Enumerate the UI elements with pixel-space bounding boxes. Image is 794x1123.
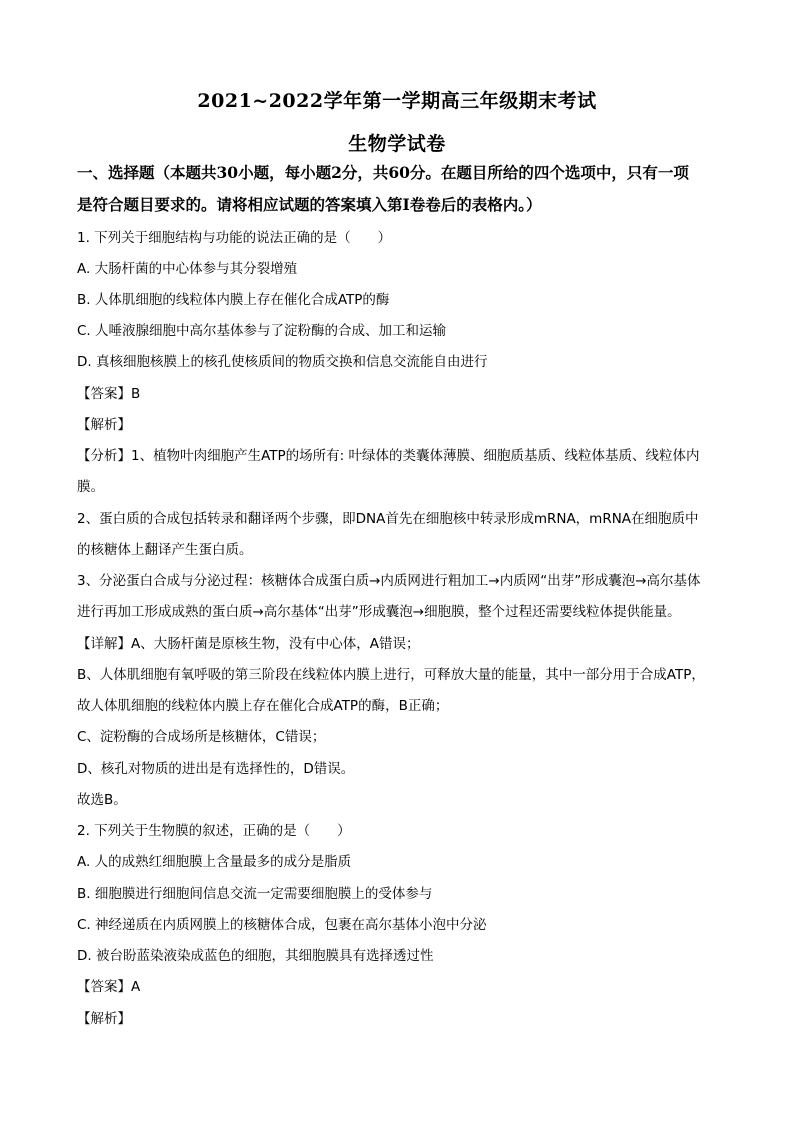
q1-option-d: D. 真核细胞核膜上的核孔使核质间的物质交换和信息交流能自由进行: [77, 354, 488, 370]
q2-option-b: B. 细胞膜进行细胞间信息交流一定需要细胞膜上的受体参与: [77, 886, 433, 902]
q1-analysis-line: B、人体肌细胞有氧呼吸的第三阶段在线粒体内膜上进行，可释放大量的能量，其中一部分用于合成ATP，: [77, 667, 705, 683]
q2-option-a: A. 人的成熟红细胞膜上含量最多的成分是脂质: [77, 854, 352, 870]
q2-option-d: D. 被台盼蓝染液染成蓝色的细胞，其细胞膜具有选择透过性: [77, 948, 434, 964]
q1-analysis-line: 的核糖体上翻译产生蛋白质。: [77, 542, 253, 558]
section-heading-line-2: 是符合题目要求的。请将相应试题的答案填入第I卷卷后的表格内。）: [77, 195, 542, 214]
q2-answer: 【答案】A: [77, 979, 141, 995]
q1-option-a: A. 大肠杆菌的中心体参与其分裂增殖: [77, 261, 298, 277]
q1-analysis-line: 3、分泌蛋白合成与分泌过程：核糖体合成蛋白质→内质网进行粗加工→内质网“出芽”形成囊泡→高尔基体: [77, 573, 701, 589]
q1-option-b: B. 人体肌细胞的线粒体内膜上存在催化合成ATP的酶: [77, 292, 390, 308]
q2-stem: 2. 下列关于生物膜的叙述，正确的是（ ）: [77, 823, 351, 839]
q1-stem: 1. 下列关于细胞结构与功能的说法正确的是（ ）: [77, 230, 392, 246]
q1-analysis-line: D、核孔对物质的进出是有选择性的，D错误。: [77, 761, 355, 777]
q2-analysis-label: 【解析】: [77, 1011, 131, 1027]
q1-analysis-line: 2、蛋白质的合成包括转录和翻译两个步骤，即DNA首先在细胞核中转录形成mRNA，mRNA在细胞质中: [77, 511, 699, 527]
q1-analysis-line: 进行再加工形成成熟的蛋白质→高尔基体“出芽”形成囊泡→细胞膜，整个过程还需要线粒体提供能量。: [77, 604, 681, 620]
exam-subtitle: 生物学试卷: [348, 133, 446, 155]
exam-title: 2021~2022学年第一学期高三年级期末考试: [197, 90, 597, 112]
section-heading-line-1: 一、选择题（本题共30小题，每小题2分，共60分。在题目所给的四个选项中，只有一项: [77, 163, 689, 182]
q1-analysis-line: 【详解】A、大肠杆菌是原核生物，没有中心体，A错误；: [77, 636, 420, 652]
q1-analysis-line: C、淀粉酶的合成场所是核糖体，C错误；: [77, 729, 326, 745]
q1-analysis-line: 【分析】1、植物叶肉细胞产生ATP的场所有: 叶绿体的类囊体薄膜、细胞质基质、线粒体基质、线粒体内: [77, 448, 700, 464]
q1-analysis-line: 故人体肌细胞的线粒体内膜上存在催化合成ATP的酶，B正确；: [77, 698, 449, 714]
q1-analysis-line: 故选B。: [77, 792, 127, 808]
q2-option-c: C. 神经递质在内质网膜上的核糖体合成，包裹在高尔基体小泡中分泌: [77, 917, 487, 933]
q1-analysis-line: 膜。: [77, 479, 104, 495]
q1-analysis-label: 【解析】: [77, 417, 131, 433]
q1-option-c: C. 人唾液腺细胞中高尔基体参与了淀粉酶的合成、加工和运输: [77, 323, 447, 339]
q1-answer: 【答案】B: [77, 386, 141, 402]
